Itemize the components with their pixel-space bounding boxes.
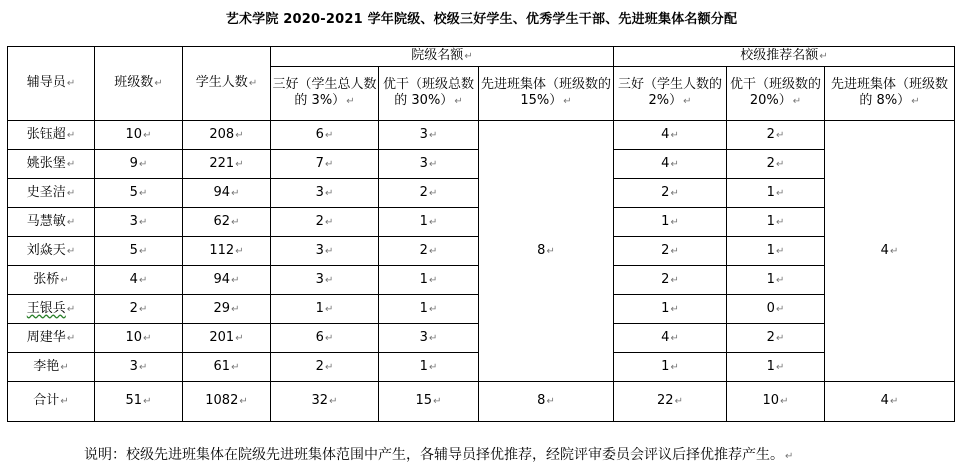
college-sanhao-cell: 6↵	[271, 324, 379, 353]
class-count-cell: 9↵	[95, 150, 183, 179]
school-sanhao-cell: 1↵	[614, 353, 727, 382]
class-count-cell: 10↵	[95, 324, 183, 353]
class-count-cell: 4↵	[95, 266, 183, 295]
college-youqian-cell: 3↵	[379, 121, 479, 150]
school-sanhao-cell: 2↵	[614, 266, 727, 295]
college-youqian-cell: 1↵	[379, 295, 479, 324]
student-count-cell: 29↵	[183, 295, 271, 324]
school-youqian-cell: 0↵	[727, 295, 825, 324]
college-youqian-cell: 2↵	[379, 179, 479, 208]
student-count-cell: 221↵	[183, 150, 271, 179]
student-count-cell: 201↵	[183, 324, 271, 353]
total-students-cell: 1082↵	[183, 382, 271, 422]
college-sanhao-cell: 2↵	[271, 208, 379, 237]
college-youqian-cell: 3↵	[379, 324, 479, 353]
header-row-groups	[8, 47, 955, 67]
student-count-cell: 208↵	[183, 121, 271, 150]
class-count-cell: 5↵	[95, 237, 183, 266]
counselor-name-cell: 马慧敏↵	[8, 208, 95, 237]
school-sanhao-cell: 4↵	[614, 121, 727, 150]
header-school-youqian: 优干（班级数的 20%）↵	[727, 67, 825, 121]
header-student-count: 学生人数↵	[183, 47, 271, 121]
class-count-cell: 10↵	[95, 121, 183, 150]
student-count-cell: 61↵	[183, 353, 271, 382]
total-s-youqian-cell: 10↵	[727, 382, 825, 422]
school-sanhao-cell: 2↵	[614, 179, 727, 208]
class-count-cell: 3↵	[95, 208, 183, 237]
total-s-xianjin-cell: 4↵	[825, 382, 955, 422]
student-count-cell: 62↵	[183, 208, 271, 237]
class-count-cell: 3↵	[95, 353, 183, 382]
counselor-name-cell: 王银兵↵	[8, 295, 95, 324]
school-youqian-cell: 2↵	[727, 324, 825, 353]
total-c-youqian-cell: 15↵	[379, 382, 479, 422]
class-count-cell: 5↵	[95, 179, 183, 208]
student-count-cell: 112↵	[183, 237, 271, 266]
college-sanhao-cell: 6↵	[271, 121, 379, 150]
college-sanhao-cell: 7↵	[271, 150, 379, 179]
total-s-sanhao-cell: 22↵	[614, 382, 727, 422]
counselor-name-cell: 张钰超↵	[8, 121, 95, 150]
college-youqian-cell: 2↵	[379, 237, 479, 266]
school-youqian-cell: 1↵	[727, 237, 825, 266]
school-youqian-cell: 2↵	[727, 150, 825, 179]
counselor-name-cell: 刘焱天↵	[8, 237, 95, 266]
college-sanhao-cell: 3↵	[271, 237, 379, 266]
header-college-xianjin: 先进班集体（班级数的 15%）↵	[479, 67, 614, 121]
school-youqian-cell: 1↵	[727, 208, 825, 237]
header-school-sanhao: 三好（学生人数的 2%）↵	[614, 67, 727, 121]
college-youqian-cell: 1↵	[379, 208, 479, 237]
school-sanhao-cell: 2↵	[614, 237, 727, 266]
header-school-quota: 校级推荐名额↵	[614, 47, 955, 67]
school-sanhao-cell: 4↵	[614, 324, 727, 353]
college-youqian-cell: 1↵	[379, 353, 479, 382]
college-youqian-cell: 3↵	[379, 150, 479, 179]
total-label-cell: 合计↵	[8, 382, 95, 422]
school-youqian-cell: 1↵	[727, 179, 825, 208]
counselor-name-cell: 周建华↵	[8, 324, 95, 353]
school-xianjin-merged-cell: 4↵	[825, 121, 955, 382]
document-title: 艺术学院 2020-2021 学年院级、校级三好学生、优秀学生干部、先进班集体名额分配	[225, 12, 738, 27]
header-class-count: 班级数↵	[95, 47, 183, 121]
school-sanhao-cell: 1↵	[614, 208, 727, 237]
college-sanhao-cell: 1↵	[271, 295, 379, 324]
school-youqian-cell: 2↵	[727, 121, 825, 150]
total-c-sanhao-cell: 32↵	[271, 382, 379, 422]
header-college-youqian: 优干（班级总数的 30%）↵	[379, 67, 479, 121]
footnote: 说明：校级先进班集体在院级先进班集体范围中产生，各辅导员择优推荐，经院评审委员会评议后择优推荐产生。↵	[84, 447, 794, 463]
quota-table	[7, 46, 955, 422]
school-youqian-cell: 1↵	[727, 353, 825, 382]
college-sanhao-cell: 3↵	[271, 266, 379, 295]
header-counselor: 辅导员↵	[8, 47, 95, 121]
student-count-cell: 94↵	[183, 179, 271, 208]
college-sanhao-cell: 2↵	[271, 353, 379, 382]
college-xianjin-merged-cell: 8↵	[479, 121, 614, 382]
school-sanhao-cell: 4↵	[614, 150, 727, 179]
counselor-name-cell: 张桥↵	[8, 266, 95, 295]
school-sanhao-cell: 1↵	[614, 295, 727, 324]
header-college-sanhao: 三好（学生总人数的 3%）↵	[271, 67, 379, 121]
school-youqian-cell: 1↵	[727, 266, 825, 295]
college-sanhao-cell: 3↵	[271, 179, 379, 208]
header-school-xianjin: 先进班集体（班级数的 8%）↵	[825, 67, 955, 121]
table-row	[8, 121, 955, 150]
college-youqian-cell: 1↵	[379, 266, 479, 295]
total-row	[8, 382, 955, 422]
total-c-xianjin-cell: 8↵	[479, 382, 614, 422]
counselor-name-cell: 李艳↵	[8, 353, 95, 382]
counselor-name-cell: 姚张堡↵	[8, 150, 95, 179]
counselor-name-cell: 史圣洁↵	[8, 179, 95, 208]
student-count-cell: 94↵	[183, 266, 271, 295]
header-college-quota: 院级名额↵	[271, 47, 614, 67]
class-count-cell: 2↵	[95, 295, 183, 324]
total-classes-cell: 51↵	[95, 382, 183, 422]
